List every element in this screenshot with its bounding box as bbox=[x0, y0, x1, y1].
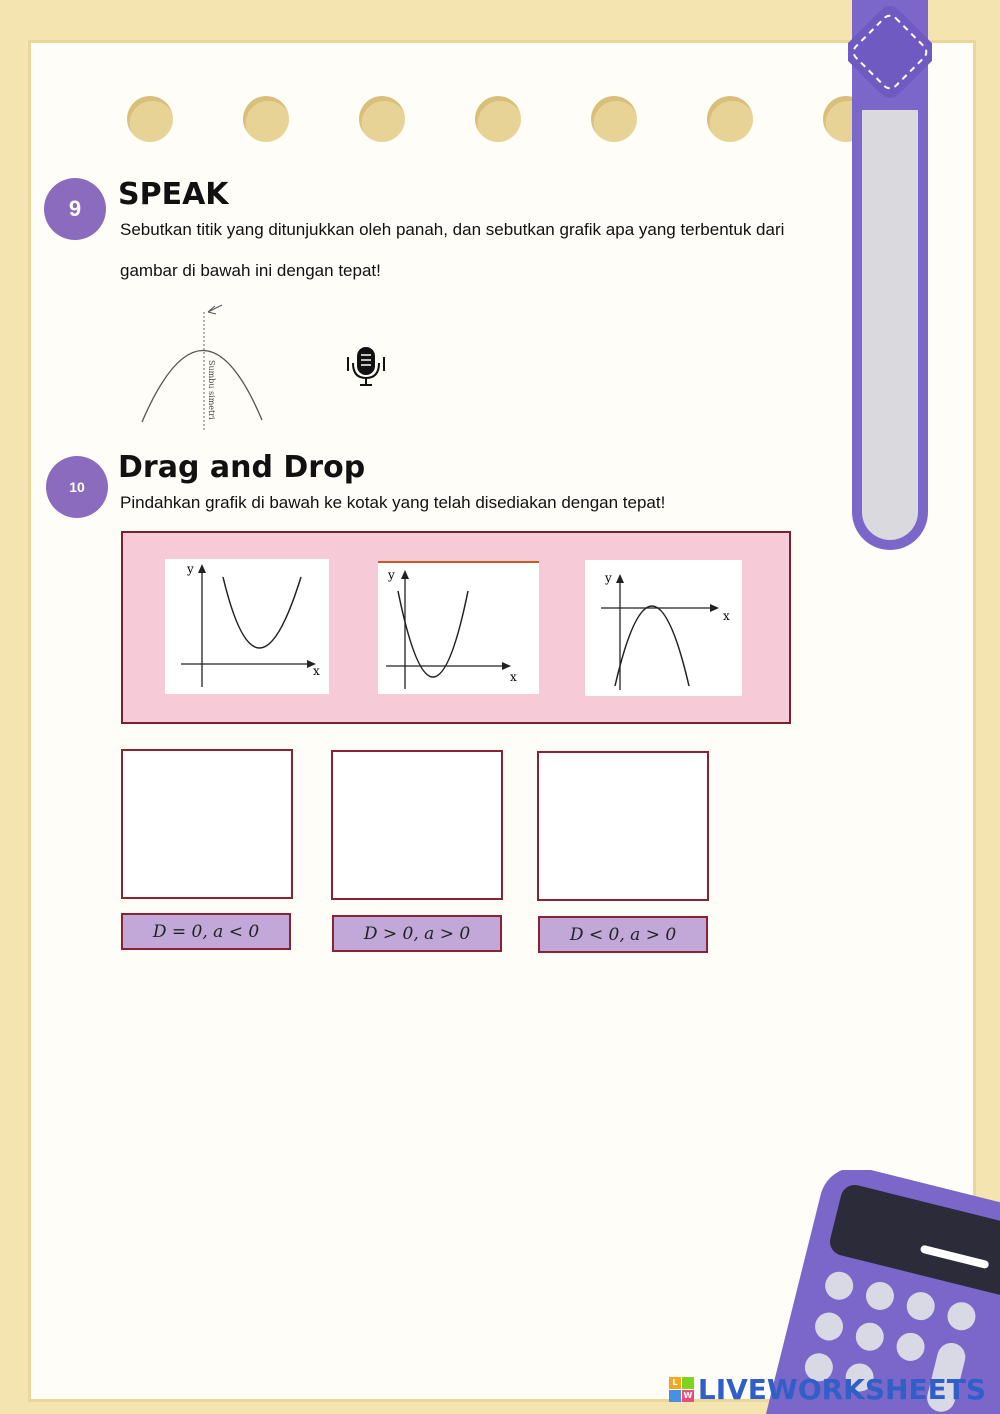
brand-name: LIVEWORKSHEETS bbox=[697, 1373, 986, 1406]
section-title-drag-drop: Drag and Drop bbox=[118, 450, 366, 485]
question-number-badge bbox=[44, 178, 106, 240]
logo-mark: L W bbox=[669, 1377, 694, 1402]
draggable-graph-card[interactable] bbox=[585, 560, 742, 696]
parabola-image bbox=[138, 300, 268, 435]
drop-target-1[interactable] bbox=[121, 749, 293, 899]
x-axis-label: x bbox=[313, 664, 320, 678]
x-axis-label: x bbox=[510, 670, 517, 684]
x-axis-label: x bbox=[723, 609, 730, 623]
binder-hole bbox=[243, 96, 289, 142]
graph-no-roots-upward bbox=[165, 559, 329, 694]
bookmark-tab-decoration bbox=[848, 0, 932, 552]
draggable-graph-card[interactable] bbox=[378, 561, 539, 694]
instruction-line-1: Sebutkan titik yang ditunjukkan oleh panah, dan sebutkan grafik apa yang terbentuk dari bbox=[120, 220, 785, 239]
instruction-line-2: gambar di bawah ini dengan tepat! bbox=[120, 261, 381, 280]
liveworksheets-logo bbox=[669, 1373, 986, 1406]
y-axis-label: y bbox=[605, 571, 612, 585]
section-title-speak: SPEAK bbox=[118, 177, 229, 212]
answer-label-3: D < 0, a > 0 bbox=[538, 916, 708, 953]
symmetry-axis-label: Sumbu simetri bbox=[207, 360, 216, 420]
question-number: 10 bbox=[69, 479, 85, 495]
binder-hole bbox=[591, 96, 637, 142]
binder-hole bbox=[475, 96, 521, 142]
binder-hole bbox=[707, 96, 753, 142]
y-axis-label: y bbox=[388, 568, 395, 582]
answer-label-2: D > 0, a > 0 bbox=[332, 915, 502, 952]
question-number-badge bbox=[46, 456, 108, 518]
graph-one-root-downward bbox=[585, 560, 742, 696]
y-axis-label: y bbox=[187, 562, 194, 576]
drop-target-3[interactable] bbox=[537, 751, 709, 901]
answer-label-1: D = 0, a < 0 bbox=[121, 913, 291, 950]
graph-two-roots-upward bbox=[378, 563, 539, 694]
drop-target-2[interactable] bbox=[331, 750, 503, 900]
binder-hole bbox=[127, 96, 173, 142]
microphone-icon[interactable] bbox=[344, 345, 388, 387]
drag-drop-instruction: Pindahkan grafik di bawah ke kotak yang telah disediakan dengan tepat! bbox=[120, 493, 666, 512]
binder-hole bbox=[359, 96, 405, 142]
question-number: 9 bbox=[68, 196, 82, 221]
draggable-graph-card[interactable] bbox=[165, 559, 329, 694]
